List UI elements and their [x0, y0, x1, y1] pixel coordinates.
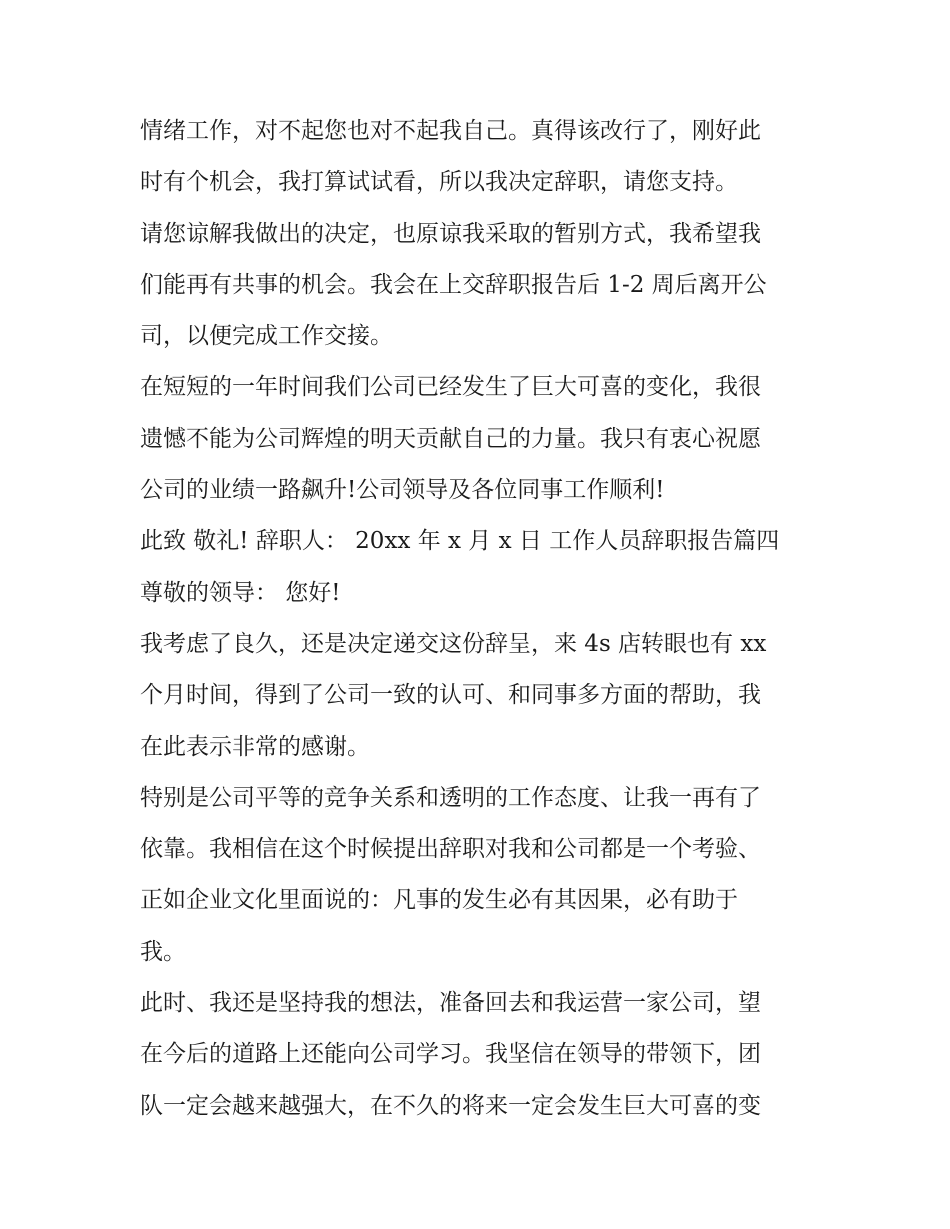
text-line: 公司的业绩一路飙升!公司领导及各位同事工作顺利!: [140, 477, 665, 504]
text-line: 此时、我还是坚持我的想法，准备回去和我运营一家公司，望: [140, 990, 761, 1017]
text-line: 请您谅解我做出的决定，也原谅我采取的暂别方式，我希望我: [140, 220, 761, 247]
text-line: 我考虑了良久，还是决定递交这份辞呈，来 4s 店转眼也有 xx: [140, 630, 767, 657]
text-line: 们能再有共事的机会。我会在上交辞职报告后 1-2 周后离开公: [140, 271, 767, 298]
text-line: 情绪工作，对不起您也对不起我自己。真得该改行了，刚好此: [140, 118, 761, 144]
text-line: 队一定会越来越强大，在不久的将来一定会发生巨大可喜的变: [140, 1092, 761, 1119]
text-line: 在此表示非常的感谢。: [140, 733, 370, 760]
document-body: [140, 106, 820, 1132]
text-line: 个月时间，得到了公司一致的认可、和同事多方面的帮助，我: [140, 682, 761, 709]
text-line: 时有个机会，我打算试试看，所以我决定辞职，请您支持。: [140, 169, 738, 196]
text-line: 司，以便完成工作交接。: [140, 323, 393, 350]
text-line: 遗憾不能为公司辉煌的明天贡献自己的力量。我只有衷心祝愿: [140, 425, 761, 452]
text-line: 尊敬的领导： 您好!: [140, 579, 341, 606]
text-line: 在短短的一年时间我们公司已经发生了巨大可喜的变化，我很: [140, 374, 761, 401]
text-line: 特别是公司平等的竞争关系和透明的工作态度、让我一再有了: [140, 784, 761, 811]
text-line: 正如企业文化里面说的：凡事的发生必有其因果，必有助于: [140, 887, 738, 914]
text-line: 此致 敬礼! 辞职人： 20xx 年 x 月 x 日 工作人员辞职报告篇四: [140, 528, 780, 555]
text-line: 依靠。我相信在这个时候提出辞职对我和公司都是一个考验、: [140, 836, 761, 863]
text-line: 我。: [140, 938, 186, 965]
text-line: 在今后的道路上还能向公司学习。我坚信在领导的带领下，团: [140, 1041, 761, 1068]
